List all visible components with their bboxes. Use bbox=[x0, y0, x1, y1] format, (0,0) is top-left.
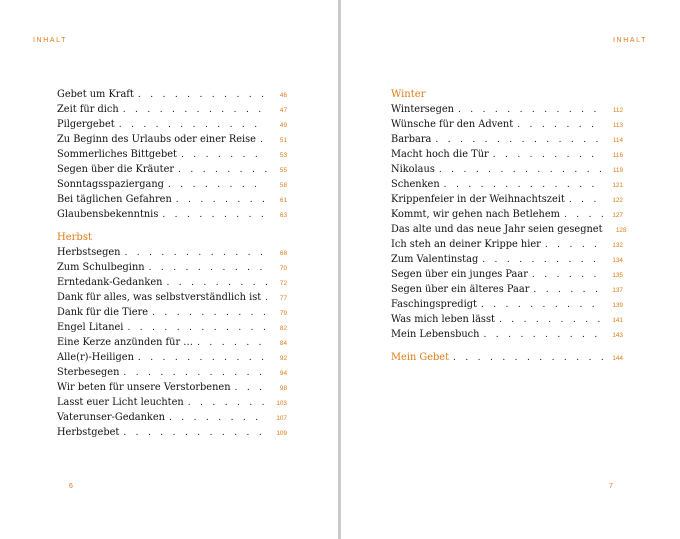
dot-leader bbox=[495, 313, 603, 328]
dot-leader bbox=[479, 328, 603, 343]
entry-title: Engel Litanei bbox=[57, 322, 124, 333]
dot-leader bbox=[165, 411, 267, 426]
toc-group-final bbox=[391, 350, 623, 365]
toc-entry[interactable] bbox=[57, 335, 287, 350]
entry-page-number: 47 bbox=[279, 107, 287, 114]
section-gap bbox=[391, 342, 623, 350]
entry-page-number: 137 bbox=[612, 287, 623, 294]
entry-page-number: 143 bbox=[612, 332, 623, 339]
entry-page-number: 141 bbox=[612, 317, 623, 324]
toc-entry[interactable] bbox=[57, 290, 287, 305]
entry-title: Zeit für dich bbox=[57, 104, 119, 115]
dot-leader bbox=[449, 351, 603, 366]
entry-page-number: 132 bbox=[612, 242, 623, 249]
toc-entry[interactable] bbox=[57, 177, 287, 192]
entry-title: Wünsche für den Advent bbox=[391, 119, 514, 130]
dot-leader bbox=[177, 148, 267, 163]
entry-page-number: 92 bbox=[279, 355, 287, 362]
entry-title: Macht hoch die Tür bbox=[391, 149, 489, 160]
toc-entry[interactable] bbox=[57, 365, 287, 380]
entry-page-number: 134 bbox=[612, 257, 623, 264]
dot-leader bbox=[489, 148, 603, 163]
dot-leader bbox=[119, 103, 267, 118]
dot-leader bbox=[541, 238, 603, 253]
entry-page-number: 107 bbox=[276, 415, 287, 422]
toc-entry[interactable] bbox=[391, 207, 623, 222]
entry-title: Kommt, wir gehen nach Betlehem bbox=[391, 209, 560, 220]
toc-entry[interactable] bbox=[391, 162, 623, 177]
entry-title: Wir beten für unsere Verstorbenen bbox=[57, 382, 231, 393]
toc-entries bbox=[391, 102, 627, 342]
dot-leader bbox=[231, 381, 267, 396]
entry-title: Erntedank-Gedanken bbox=[57, 277, 163, 288]
toc-entry[interactable] bbox=[57, 117, 287, 132]
toc-entry[interactable] bbox=[57, 410, 287, 425]
toc-entries bbox=[391, 350, 623, 365]
entry-title: Segen über ein junges Paar bbox=[391, 269, 528, 280]
dot-leader bbox=[560, 208, 603, 223]
entry-title: Mein Lebensbuch bbox=[391, 329, 480, 340]
dot-leader bbox=[120, 246, 267, 261]
toc-entry[interactable] bbox=[57, 245, 287, 260]
entry-title: Zum Valentinstag bbox=[391, 254, 479, 265]
toc-list-right bbox=[391, 87, 627, 365]
entry-page-number: 128 bbox=[615, 227, 627, 234]
dot-leader bbox=[145, 261, 267, 276]
toc-entry[interactable] bbox=[391, 327, 623, 342]
entry-page-number: 119 bbox=[612, 167, 623, 174]
entry-page-number: 72 bbox=[279, 280, 287, 287]
entry-page-number: 51 bbox=[279, 137, 287, 144]
toc-group-top bbox=[57, 87, 287, 222]
toc-entry[interactable] bbox=[391, 177, 623, 192]
dot-leader bbox=[256, 133, 267, 148]
entry-title: Herbstsegen bbox=[57, 247, 121, 258]
entry-title: Sommerliches Bittgebet bbox=[57, 149, 177, 160]
entry-page-number: 53 bbox=[279, 152, 287, 159]
toc-entry[interactable] bbox=[57, 207, 287, 222]
running-head: INHALT bbox=[33, 37, 67, 44]
entry-page-number: 135 bbox=[612, 272, 623, 279]
entry-page-number: 70 bbox=[279, 265, 287, 272]
page-number: 7 bbox=[609, 483, 613, 490]
toc-entry[interactable] bbox=[391, 117, 623, 132]
toc-entry[interactable] bbox=[391, 297, 623, 312]
entry-title: Barbara bbox=[391, 134, 432, 145]
entry-page-number: 68 bbox=[279, 250, 287, 257]
toc-entry[interactable] bbox=[57, 380, 287, 395]
dot-leader bbox=[115, 118, 267, 133]
dot-leader bbox=[119, 426, 267, 441]
dot-leader bbox=[193, 336, 267, 351]
dot-leader bbox=[123, 321, 267, 336]
toc-entries bbox=[57, 245, 287, 440]
entry-title: Segen über die Kräuter bbox=[57, 164, 175, 175]
entry-title: Lasst euer Licht leuchten bbox=[57, 397, 184, 408]
dot-leader bbox=[565, 193, 603, 208]
section-heading-winter: Winter bbox=[391, 89, 426, 100]
entry-title: Zu Beginn des Urlaubs oder einer Reise bbox=[57, 134, 256, 145]
left-page bbox=[0, 0, 338, 539]
toc-entry[interactable] bbox=[57, 425, 287, 440]
entry-title: Ich steh an deiner Krippe hier bbox=[391, 239, 541, 250]
dot-leader bbox=[134, 88, 267, 103]
dot-leader bbox=[172, 193, 267, 208]
entry-page-number: 121 bbox=[612, 182, 623, 189]
entry-title: Dank für alles, was selbstverständlich ist bbox=[57, 292, 262, 303]
toc-entry[interactable] bbox=[391, 282, 623, 297]
dot-leader bbox=[431, 133, 603, 148]
entry-page-number: 112 bbox=[612, 107, 623, 114]
toc-entry[interactable] bbox=[57, 275, 287, 290]
toc-group-herbst bbox=[57, 245, 287, 440]
entry-page-number: 79 bbox=[279, 310, 287, 317]
page-number: 6 bbox=[69, 483, 73, 490]
toc-entry[interactable] bbox=[57, 102, 287, 117]
entry-page-number: 109 bbox=[276, 430, 287, 437]
toc-entry-mein-gebet[interactable] bbox=[391, 350, 623, 365]
entry-title: Zum Schulbeginn bbox=[57, 262, 145, 273]
entry-title: Vaterunser-Gedanken bbox=[57, 412, 165, 423]
toc-entry[interactable] bbox=[57, 147, 287, 162]
dot-leader bbox=[435, 163, 603, 178]
dot-leader bbox=[164, 178, 267, 193]
entry-page-number: 82 bbox=[279, 325, 287, 332]
toc-entry[interactable] bbox=[57, 350, 287, 365]
entry-title: Glaubensbekenntnis bbox=[57, 209, 159, 220]
entry-page-number: 116 bbox=[612, 152, 623, 159]
entry-title: Sonntagsspaziergang bbox=[57, 179, 164, 190]
toc-entry[interactable] bbox=[391, 222, 627, 237]
running-head: INHALT bbox=[613, 37, 647, 44]
right-page bbox=[341, 0, 680, 539]
dot-leader bbox=[440, 178, 603, 193]
toc-group-winter bbox=[391, 102, 627, 342]
entry-page-number: 77 bbox=[279, 295, 287, 302]
entry-page-number: 49 bbox=[279, 122, 287, 129]
dot-leader bbox=[477, 298, 603, 313]
entry-title: Krippenfeier in der Weihnachtszeit bbox=[391, 194, 565, 205]
entry-title: Pilgergebet bbox=[57, 119, 115, 130]
toc-entry[interactable] bbox=[391, 132, 623, 147]
toc-entry[interactable] bbox=[391, 192, 623, 207]
dot-leader bbox=[513, 118, 603, 133]
toc-entry[interactable] bbox=[391, 252, 623, 267]
dot-leader bbox=[184, 396, 267, 411]
entry-page-number: 127 bbox=[612, 212, 623, 219]
entry-title: Was mich leben lässt bbox=[391, 314, 495, 325]
entry-page-number: 114 bbox=[612, 137, 623, 144]
toc-entry[interactable] bbox=[391, 237, 623, 252]
entry-title: Gebet um Kraft bbox=[57, 89, 134, 100]
dot-leader bbox=[134, 351, 267, 366]
toc-entry[interactable] bbox=[57, 87, 287, 102]
entry-page-number: 63 bbox=[279, 212, 287, 219]
entry-page-number: 94 bbox=[279, 370, 287, 377]
dot-leader bbox=[162, 276, 267, 291]
toc-list-left bbox=[57, 87, 287, 440]
toc-entry[interactable] bbox=[57, 162, 287, 177]
entry-title: Sterbesegen bbox=[57, 367, 120, 378]
entry-title: Das alte und das neue Jahr seien gesegnet bbox=[391, 224, 603, 235]
section-gap bbox=[57, 222, 287, 230]
dot-leader bbox=[148, 306, 267, 321]
entry-title: Eine Kerze anzünden für … bbox=[57, 337, 194, 348]
toc-entry[interactable] bbox=[391, 102, 623, 117]
toc-entry[interactable] bbox=[57, 260, 287, 275]
entry-page-number: 98 bbox=[279, 385, 287, 392]
entry-title: Segen über ein älteres Paar bbox=[391, 284, 530, 295]
toc-entry[interactable] bbox=[57, 320, 287, 335]
entry-page-number: 122 bbox=[612, 197, 623, 204]
entry-page-number: 61 bbox=[279, 197, 287, 204]
entry-page-number: 58 bbox=[279, 182, 287, 189]
toc-entry[interactable] bbox=[391, 267, 623, 282]
entry-title: Mein Gebet bbox=[391, 352, 450, 363]
toc-entry[interactable] bbox=[57, 305, 287, 320]
dot-leader bbox=[528, 268, 603, 283]
toc-entry[interactable] bbox=[391, 147, 623, 162]
entry-page-number: 139 bbox=[612, 302, 623, 309]
entry-title: Herbstgebet bbox=[57, 427, 120, 438]
toc-entry[interactable] bbox=[57, 192, 287, 207]
entry-title: Faschingspredigt bbox=[391, 299, 477, 310]
entry-title: Bei täglichen Gefahren bbox=[57, 194, 172, 205]
entry-title: Schenken bbox=[391, 179, 440, 190]
entry-page-number: 84 bbox=[279, 340, 287, 347]
dot-leader bbox=[529, 283, 603, 298]
entry-title: Wintersegen bbox=[391, 104, 454, 115]
entry-page-number: 144 bbox=[612, 355, 623, 362]
entry-title: Dank für die Tiere bbox=[57, 307, 149, 318]
entry-page-number: 55 bbox=[279, 167, 287, 174]
dot-leader bbox=[478, 253, 603, 268]
toc-entry[interactable] bbox=[391, 312, 623, 327]
toc-entries bbox=[57, 87, 287, 222]
entry-title: Nikolaus bbox=[391, 164, 435, 175]
dot-leader bbox=[454, 103, 603, 118]
dot-leader bbox=[158, 208, 267, 223]
dot-leader bbox=[119, 366, 267, 381]
toc-entry[interactable] bbox=[57, 132, 287, 147]
section-heading-herbst: Herbst bbox=[57, 232, 92, 243]
dot-leader bbox=[174, 163, 267, 178]
entry-title: Alle(r)-Heiligen bbox=[57, 352, 134, 363]
entry-page-number: 46 bbox=[279, 92, 287, 99]
toc-entry[interactable] bbox=[57, 395, 287, 410]
entry-page-number: 113 bbox=[612, 122, 623, 129]
entry-page-number: 103 bbox=[276, 400, 287, 407]
